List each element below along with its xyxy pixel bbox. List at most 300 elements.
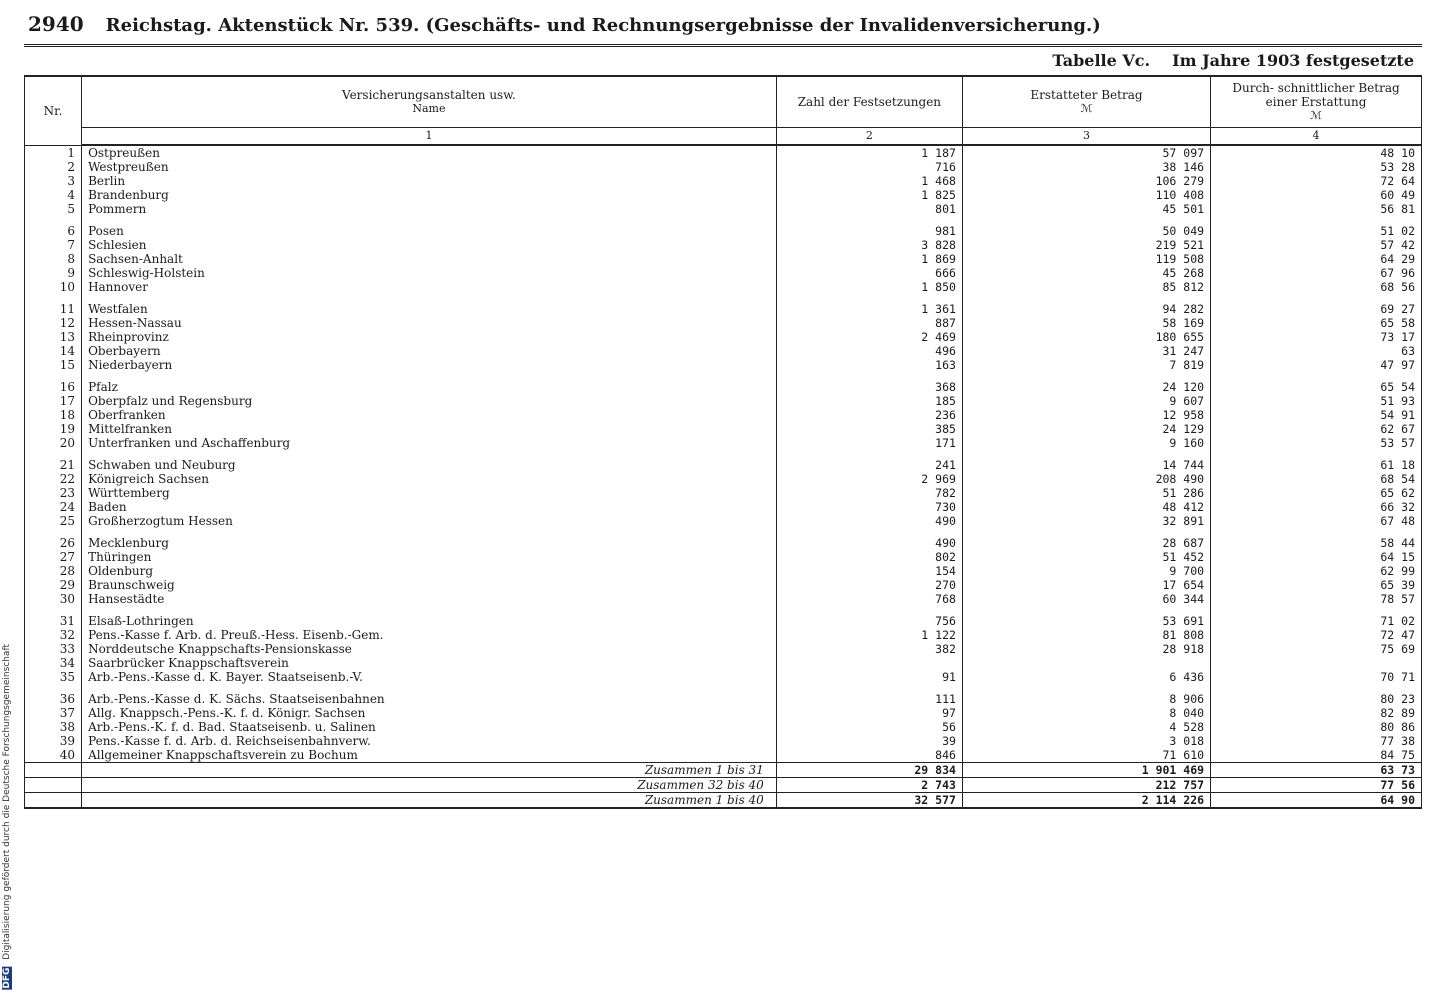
col-header-name-group [82,76,777,128]
count-cell: 1 187 [776,145,962,160]
amount-cell: 9 607 [962,394,1210,408]
count-cell: 1 468 [776,174,962,188]
institution-name [82,734,777,748]
spacer-cell [962,528,1210,536]
count-cell: 385 [776,422,962,436]
spacer-cell [776,294,962,302]
table-row [25,564,1422,578]
col-header-name-group-label: Versicherungsanstalten usw. [342,88,516,102]
spacer-cell [25,684,82,692]
document-page [24,12,1422,992]
average-cell: 65 54 [1211,380,1422,394]
institution-name [82,550,777,564]
header-row [25,76,1422,128]
count-cell: 368 [776,380,962,394]
table-row [25,316,1422,330]
row-number: 21 [25,458,82,472]
table-row [25,302,1422,316]
count-cell: 490 [776,514,962,528]
col-header-durchschnitt [1211,76,1422,128]
total-row [25,793,1422,809]
group-spacer [25,450,1422,458]
col-number-3: 3 [962,128,1210,146]
institution-name-text: Arb.-Pens.-K. f. d. Bad. Staatseisenb. u. Salinen [88,720,376,734]
average-cell: 56 81 [1211,202,1422,216]
institution-name [82,394,777,408]
institution-name [82,720,777,734]
amount-cell: 50 049 [962,224,1210,238]
spacer-cell [776,606,962,614]
table-row [25,472,1422,486]
spacer-cell [82,450,777,458]
institution-name-text: Thüringen [88,550,152,564]
amount-cell: 28 687 [962,536,1210,550]
amount-cell: 9 700 [962,564,1210,578]
institution-name-text: Pommern [88,202,147,216]
spacer-cell [776,372,962,380]
row-number: 36 [25,692,82,706]
spacer-cell [82,606,777,614]
institution-name-text: Baden [88,500,127,514]
spacer-cell [962,372,1210,380]
spacer-cell [25,606,82,614]
digitization-credit [0,0,20,1000]
row-number: 39 [25,734,82,748]
average-cell [1211,656,1422,670]
row-number: 17 [25,394,82,408]
total-nr-cell [25,763,82,778]
institution-name-text: Pens.-Kasse f. Arb. d. Preuß.-Hess. Eisenb.-Gem. [88,628,384,642]
col-number-1: 1 [82,128,777,146]
spacer-cell [1211,606,1422,614]
institution-name [82,628,777,642]
average-cell: 65 62 [1211,486,1422,500]
total-amount: 212 757 [962,778,1210,793]
page-title: Reichstag. Aktenstück Nr. 539. (Geschäfts- und Rechnungsergebnisse der Invalidenversicherung.) [105,15,1101,36]
total-label: Zusammen 1 bis 31 [82,763,777,778]
average-cell: 66 32 [1211,500,1422,514]
count-cell: 2 469 [776,330,962,344]
institution-name-text: Saarbrücker Knappschaftsverein [88,656,289,670]
row-number: 4 [25,188,82,202]
institution-name [82,344,777,358]
average-cell: 57 42 [1211,238,1422,252]
average-cell: 53 28 [1211,160,1422,174]
amount-cell [962,656,1210,670]
count-cell: 1 825 [776,188,962,202]
institution-name [82,472,777,486]
spacer-cell [82,528,777,536]
average-cell: 48 10 [1211,145,1422,160]
table-number: Tabelle Vc. [1052,51,1151,70]
table-row [25,656,1422,670]
row-number: 19 [25,422,82,436]
institution-name [82,316,777,330]
count-cell: 981 [776,224,962,238]
total-nr-cell [25,793,82,809]
spacer-cell [25,372,82,380]
count-cell: 111 [776,692,962,706]
total-row [25,778,1422,793]
institution-name-text: Königreich Sachsen [88,472,209,486]
col-header-durchschnitt-label: Durch- schnittlicher Betrag einer Erstattung [1232,81,1400,109]
total-average: 64 90 [1211,793,1422,809]
institution-name-text: Elsaß-Lothringen [88,614,194,628]
average-cell: 67 48 [1211,514,1422,528]
average-cell: 72 64 [1211,174,1422,188]
col-header-betrag-unit: ℳ [1080,102,1093,115]
row-number: 3 [25,174,82,188]
institution-name [82,642,777,656]
institution-name [82,224,777,238]
table-row [25,692,1422,706]
institution-name-text: Oldenburg [88,564,154,578]
institution-name [82,358,777,372]
institution-name-text: Posen [88,224,124,238]
institution-name-text: Braunschweig [88,578,175,592]
row-number: 14 [25,344,82,358]
amount-cell: 57 097 [962,145,1210,160]
institution-name-text: Oberfranken [88,408,166,422]
amount-cell: 71 610 [962,748,1210,763]
average-cell: 65 58 [1211,316,1422,330]
institution-name [82,408,777,422]
table-row [25,422,1422,436]
institution-name [82,748,777,763]
data-table [24,75,1422,809]
institution-name [82,188,777,202]
table-row [25,550,1422,564]
row-number: 6 [25,224,82,238]
row-number: 2 [25,160,82,174]
institution-name [82,436,777,450]
col-header-betrag-label: Erstatteter Betrag [1030,88,1143,102]
table-row [25,238,1422,252]
spacer-cell [82,216,777,224]
average-cell: 80 23 [1211,692,1422,706]
row-number: 18 [25,408,82,422]
average-cell: 68 54 [1211,472,1422,486]
count-cell: 782 [776,486,962,500]
institution-name [82,422,777,436]
average-cell: 62 99 [1211,564,1422,578]
average-cell: 65 39 [1211,578,1422,592]
count-cell: 154 [776,564,962,578]
table-row [25,578,1422,592]
page-number: 2940 [28,12,84,36]
amount-cell: 24 120 [962,380,1210,394]
row-number: 30 [25,592,82,606]
table-row [25,706,1422,720]
average-cell: 72 47 [1211,628,1422,642]
col-header-betrag [962,76,1210,128]
spacer-cell [25,294,82,302]
count-cell: 730 [776,500,962,514]
institution-name [82,564,777,578]
table-row [25,670,1422,684]
amount-cell: 48 412 [962,500,1210,514]
table-row [25,145,1422,160]
dfg-logo: DFG [2,967,12,989]
group-spacer [25,528,1422,536]
page-header [24,12,1422,47]
count-cell: 496 [776,344,962,358]
row-number: 8 [25,252,82,266]
row-number: 32 [25,628,82,642]
institution-name-text: Mittelfranken [88,422,172,436]
row-number: 40 [25,748,82,763]
institution-name-text: Westfalen [88,302,148,316]
institution-name-text: Niederbayern [88,358,173,372]
table-row [25,394,1422,408]
row-number: 25 [25,514,82,528]
average-cell: 51 93 [1211,394,1422,408]
amount-cell: 58 169 [962,316,1210,330]
amount-cell: 8 906 [962,692,1210,706]
table-row [25,224,1422,238]
row-number: 11 [25,302,82,316]
count-cell: 666 [776,266,962,280]
average-cell: 61 18 [1211,458,1422,472]
group-spacer [25,216,1422,224]
row-number: 9 [25,266,82,280]
count-cell: 2 969 [776,472,962,486]
count-cell: 716 [776,160,962,174]
amount-cell: 6 436 [962,670,1210,684]
average-cell: 77 38 [1211,734,1422,748]
institution-name [82,500,777,514]
count-cell: 846 [776,748,962,763]
table-row [25,486,1422,500]
amount-cell: 45 268 [962,266,1210,280]
spacer-cell [776,528,962,536]
average-cell: 71 02 [1211,614,1422,628]
institution-name [82,692,777,706]
institution-name [82,614,777,628]
count-cell: 39 [776,734,962,748]
row-number: 1 [25,145,82,160]
group-spacer [25,684,1422,692]
institution-name-text: Oberpfalz und Regensburg [88,394,253,408]
total-label: Zusammen 1 bis 40 [82,793,777,809]
count-cell: 802 [776,550,962,564]
count-cell: 91 [776,670,962,684]
row-number: 5 [25,202,82,216]
institution-name [82,592,777,606]
row-number: 35 [25,670,82,684]
institution-name [82,302,777,316]
institution-name [82,280,777,294]
count-cell: 241 [776,458,962,472]
row-number: 26 [25,536,82,550]
spacer-cell [962,450,1210,458]
count-cell: 1 361 [776,302,962,316]
institution-name-text: Hessen-Nassau [88,316,182,330]
table-row [25,280,1422,294]
institution-name-text: Schwaben und Neuburg [88,458,236,472]
count-cell: 768 [776,592,962,606]
institution-name-text: Mecklenburg [88,536,169,550]
average-cell: 47 97 [1211,358,1422,372]
total-count: 2 743 [776,778,962,793]
amount-cell: 85 812 [962,280,1210,294]
count-cell: 171 [776,436,962,450]
spacer-cell [82,372,777,380]
count-cell: 97 [776,706,962,720]
institution-name [82,174,777,188]
count-cell: 270 [776,578,962,592]
institution-name-text: Schlesien [88,238,147,252]
institution-name-text: Brandenburg [88,188,169,202]
count-cell: 490 [776,536,962,550]
average-cell: 68 56 [1211,280,1422,294]
table-row [25,188,1422,202]
total-amount: 2 114 226 [962,793,1210,809]
institution-name-text: Arb.-Pens.-Kasse d. K. Sächs. Staatseisenbahnen [88,692,385,706]
institution-name-text: Sachsen-Anhalt [88,252,183,266]
count-cell: 3 828 [776,238,962,252]
average-cell: 69 27 [1211,302,1422,316]
total-label: Zusammen 32 bis 40 [82,778,777,793]
institution-name [82,706,777,720]
spacer-cell [776,450,962,458]
institution-name [82,145,777,160]
row-number: 13 [25,330,82,344]
institution-name [82,380,777,394]
row-number: 12 [25,316,82,330]
institution-name-text: Westpreußen [88,160,169,174]
amount-cell: 45 501 [962,202,1210,216]
row-number: 15 [25,358,82,372]
group-spacer [25,606,1422,614]
table-row [25,160,1422,174]
average-cell: 51 02 [1211,224,1422,238]
institution-name [82,536,777,550]
spacer-cell [962,606,1210,614]
average-cell: 70 71 [1211,670,1422,684]
count-cell: 236 [776,408,962,422]
institution-name-text: Rheinprovinz [88,330,169,344]
row-number: 20 [25,436,82,450]
spacer-cell [962,294,1210,302]
average-cell: 82 89 [1211,706,1422,720]
average-cell: 58 44 [1211,536,1422,550]
amount-cell: 81 808 [962,628,1210,642]
spacer-cell [776,216,962,224]
table-caption [24,47,1422,75]
table-row [25,500,1422,514]
credit-label: Digitalisierung gefördert durch die Deutsche Forschungsgemeinschaft [2,644,12,961]
count-cell [776,656,962,670]
spacer-cell [1211,528,1422,536]
count-cell: 887 [776,316,962,330]
institution-name-text: Pfalz [88,380,118,394]
count-cell: 801 [776,202,962,216]
institution-name [82,670,777,684]
total-amount: 1 901 469 [962,763,1210,778]
spacer-cell [25,216,82,224]
row-number: 34 [25,656,82,670]
average-cell: 75 69 [1211,642,1422,656]
average-cell: 73 17 [1211,330,1422,344]
count-cell: 382 [776,642,962,656]
institution-name [82,266,777,280]
institution-name [82,252,777,266]
amount-cell: 51 452 [962,550,1210,564]
institution-name-text: Württemberg [88,486,170,500]
total-average: 77 56 [1211,778,1422,793]
row-number: 10 [25,280,82,294]
table-row [25,408,1422,422]
table-row [25,734,1422,748]
average-cell: 64 15 [1211,550,1422,564]
average-cell: 80 86 [1211,720,1422,734]
institution-name-text: Großherzogtum Hessen [88,514,233,528]
amount-cell: 8 040 [962,706,1210,720]
row-number: 33 [25,642,82,656]
institution-name [82,514,777,528]
average-cell: 64 29 [1211,252,1422,266]
amount-cell: 94 282 [962,302,1210,316]
row-number: 37 [25,706,82,720]
average-cell: 67 96 [1211,266,1422,280]
col-header-nr: Nr. [25,76,82,145]
table-subtitle: Im Jahre 1903 festgesetzte [1172,51,1414,70]
spacer-cell [1211,450,1422,458]
institution-name [82,656,777,670]
spacer-cell [82,684,777,692]
institution-name-text: Hansestädte [88,592,165,606]
institution-name-text: Arb.-Pens.-Kasse d. K. Bayer. Staatseisenb.-V. [88,670,363,684]
count-cell: 756 [776,614,962,628]
table-row [25,642,1422,656]
institution-name-text: Ostpreußen [88,146,160,160]
table-row [25,380,1422,394]
institution-name [82,202,777,216]
spacer-cell [1211,216,1422,224]
amount-cell: 7 819 [962,358,1210,372]
average-cell: 78 57 [1211,592,1422,606]
amount-cell: 180 655 [962,330,1210,344]
table-row [25,266,1422,280]
row-number: 16 [25,380,82,394]
amount-cell: 32 891 [962,514,1210,528]
table-row [25,330,1422,344]
table-row [25,458,1422,472]
count-cell: 56 [776,720,962,734]
institution-name-text: Oberbayern [88,344,161,358]
institution-name [82,486,777,500]
count-cell: 1 850 [776,280,962,294]
institution-name-text: Berlin [88,174,126,188]
average-cell: 54 91 [1211,408,1422,422]
amount-cell: 119 508 [962,252,1210,266]
spacer-cell [962,216,1210,224]
institution-name-text: Allgemeiner Knappschaftsverein zu Bochum [88,748,358,762]
amount-cell: 60 344 [962,592,1210,606]
row-number: 24 [25,500,82,514]
table-row [25,748,1422,763]
amount-cell: 14 744 [962,458,1210,472]
table-row [25,592,1422,606]
col-header-name: Name [412,102,446,115]
amount-cell: 31 247 [962,344,1210,358]
average-cell: 63 [1211,344,1422,358]
column-number-row [25,128,1422,146]
spacer-cell [962,684,1210,692]
amount-cell: 3 018 [962,734,1210,748]
row-number: 31 [25,614,82,628]
